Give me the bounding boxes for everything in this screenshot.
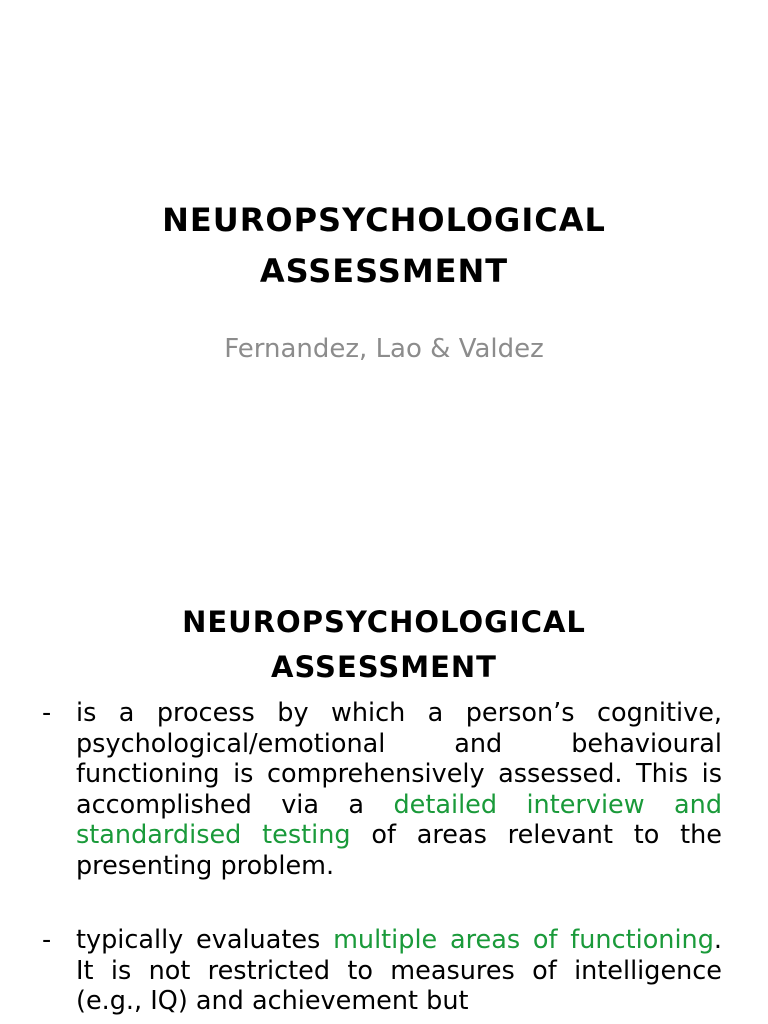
bullet-item — [42, 698, 722, 881]
title-line-2: assessment — [271, 639, 497, 688]
bullet-text: . It is not restricted to measures of intelligence (e.g., IQ) and achievement but — [76, 925, 723, 1016]
bullet-dash: - — [42, 698, 52, 728]
title-line-2: assessment — [259, 238, 509, 293]
bullet-item — [42, 925, 722, 1017]
bullet-dash: - — [42, 925, 52, 955]
content-slide — [0, 576, 768, 1024]
slide-subtitle-authors: Fernandez, Lao & Valdez — [224, 334, 544, 364]
bullet-text: typically evaluates — [76, 925, 334, 955]
bullet-text: is a process by which a person’s cognitive, psychological/emotional and behavioural functioning is comprehensively assessed. This is accomplished via a — [76, 698, 722, 820]
bullet-text: of areas relevant to the presenting problem. — [76, 820, 722, 881]
slide-title — [0, 596, 768, 686]
title-line-1: neuropsychological — [162, 188, 606, 242]
bullet-list — [42, 698, 722, 1024]
highlighted-text: detailed interview and standardised testing — [76, 789, 723, 850]
slide-title — [0, 190, 768, 291]
title-line-1: neuropsychological — [182, 594, 586, 642]
highlighted-text: multiple areas of functioning — [333, 925, 714, 955]
